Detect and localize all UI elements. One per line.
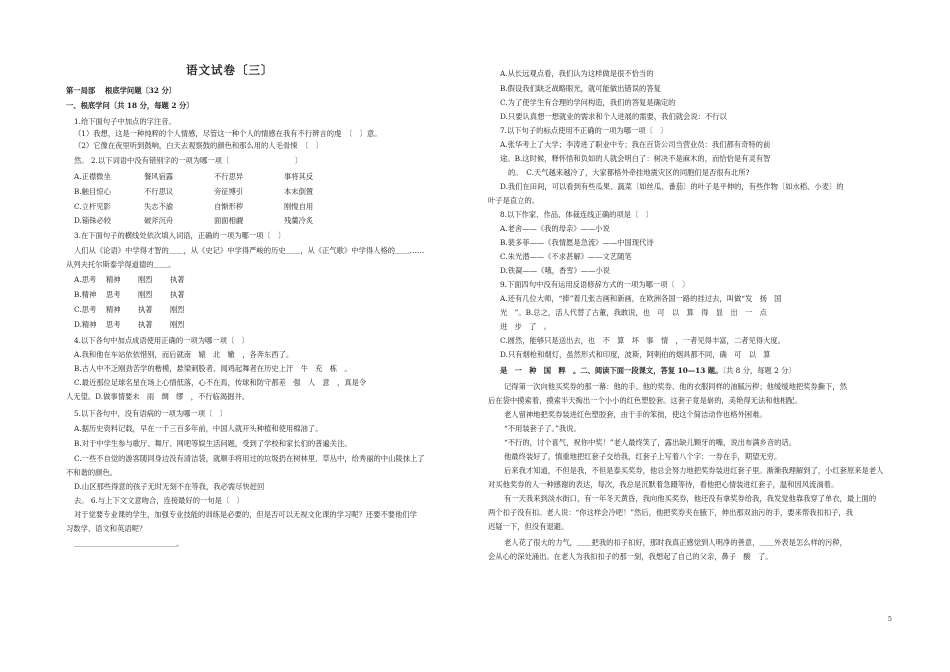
option-row: A.思考 精神 刚烈 执著 xyxy=(74,275,185,284)
section2-heading: 是 一 种 国 粹 。二、阅读下面一段课文，答复 10—13 题。〔共 8 分，每题 2 分〕 xyxy=(500,366,796,375)
question-text: A.还有几位大师，“捧”着几张古画和新画，在欧洲各国一路的挂过去，叫做“发 扬 国 xyxy=(500,294,782,303)
question-text: D.我们在田间，可以看到有些瓜果、蔬菜〔如丝瓜、番茄〕的叶子是平伸的，有些作物〔如水稻、小麦〕的 xyxy=(500,182,844,191)
question-text: （2）它像在夜里听到鼓响，白天去观察鼓的颜色和那么用的人毛骨悚 〔 〕 xyxy=(74,141,324,150)
passage-line: 老人留神地把奖券装进红色塑胶套，由于手的笨拙，使这个简洁动作也格外困难。 xyxy=(504,410,767,419)
question-text: 光 ”。B.总之，活人代替了古董，我敢说，也 可 以 算 得 显 出 一 点 xyxy=(500,308,767,317)
question-text: 人无望。D.做事情要未 雨 绸 缪 ，不行临渴掘井。 xyxy=(66,392,250,401)
question-text: 3.在下面句子的横线处依次填入词语，正确的一项为哪一项〔 〕 xyxy=(74,231,286,240)
passage-line: 记得第一次向他买奖券的那一幕：他的手、他的奖券、他的衣服同样的油腻污秽；他缓缓地把奖券撕下，然 xyxy=(504,382,847,391)
question-text: C.一些不自觉的游客随同身边没有清洁袋，就顺手将用过的垃圾扔在树林里、草丛中，给秀丽的中山陵抹上了 xyxy=(74,454,425,463)
question-text: 习数学、语文和英语呢？ xyxy=(66,524,147,533)
passage-line: “不行的，讨个喜气，祝你中奖！”老人最终笑了，露出缺儿颗牙的嘴，说出布满乡音的话。 xyxy=(504,438,797,447)
question-text: 4.以下各句中加点成语使用正确的一项为哪一项〔 〕 xyxy=(74,336,249,345)
page-title: 语文试卷〔三〕 xyxy=(186,63,274,77)
question-text: A.从长远观点看，我们认为这样做是很不恰当的 xyxy=(500,69,654,78)
option-row: D.锱铢必较 破斧沉舟 面面相觑 残羹冷炙 xyxy=(74,216,314,225)
passage-line: 老人花了很大的力气，＿＿把我的扣子扣好，那时我真正感觉到人明净的善意，＿＿外表是怎么样的污秽， xyxy=(504,538,847,547)
option-row: B.触目惊心 不行思议 旁征博引 本末倒置 xyxy=(74,187,314,196)
question-text: A.我和他在车站依依惜别，而后就南 辕 北 辙 ，各奔东西了。 xyxy=(74,350,294,359)
question-text: B.裴多菲——《我情愿是急流》——中国现代诗 xyxy=(500,238,654,247)
question-text: 从列夫托尔斯泰学得道德的＿＿。 xyxy=(66,260,176,269)
answer-blank: ＿＿＿＿＿＿＿＿＿＿＿＿＿＿。 xyxy=(74,539,184,548)
question-text: D.只有烟枪和烟灯，虽然形式和印度，波斯，阿剌伯的烟具都不同，确 可 以 算 xyxy=(500,350,771,359)
option-row: D.精神 思考 执著 刚烈 xyxy=(74,320,185,329)
question-text: B.假设我们缺乏战略眼光，就可能做出错误的答复 xyxy=(500,84,661,93)
question-text: 8.以下作家、作品、体裁连线正确的项是〔 〕 xyxy=(500,210,653,219)
question-text: A.张华考上了大学；李涛进了职业中专；我在百货公司当营业员：我们都有奇特的前 xyxy=(500,140,771,149)
passage-line: 后在袋中摸索着，摸索半天掏出一个小小的红色塑胶套。这套子竟是崭的，美艳得无法和他相配。 xyxy=(488,396,802,405)
passage-line: 对买他奖券的人一种感谢的表达，每次，我总是沉默着急蹑等待，看他把心情装进红套子，温和因风流淌着。 xyxy=(488,480,839,489)
question-text: D.只要认真想一想就业的需求和个人进展的需要，我们就会说：不行以 xyxy=(500,112,727,121)
passage-line: 他最终装好了，慎重地把红套子交给我，红套子上写着八个字：一券在手，期望无穷。 xyxy=(504,452,782,461)
question-text: D.山区那些得意的孩子无时无刻不在等我，我必需尽快赶回 xyxy=(74,482,265,491)
passage-line: 会从心的深处涌出。在老人为我扣扣子的那一刻，我想起了自己的父亲，鼻子 酸 了。 xyxy=(488,552,773,561)
question-text: C.圆然，能够只是送出去，也 不 算 坏 事 情 ，一者见得丰富，二者见得大度。 xyxy=(500,336,785,345)
question-text: 9.下面四句中没有运用反语修辞方式的一项为哪一项〔 〕 xyxy=(500,280,690,289)
passage-line: 后来我才知道，不但是我，不但是泰买奖券，他总会努力地把奖券装进红套子里。渐渐我理解到了，小红套原来是老人 xyxy=(504,466,884,475)
question-text: 1.给下面句子中加点的字注音。 xyxy=(74,117,176,126)
option-row: C.思考 精神 执著 刚烈 xyxy=(74,305,185,314)
passage-line: 两个扣子没有扣。老人说：“你这样会冷吧！”然后，他把奖券夹在腋下，伸出那双油污的手，要来帮我扣扣子，我 xyxy=(488,508,854,517)
option-row: C.立杆见影 失志不渝 自惭形秽 刚愎自用 xyxy=(74,202,314,211)
passage-line: 有一天我来到淡水街口，有一年冬天黄昏，我向他买奖券，他还没有拿奖券给我，我发觉他靠我穿了单衣，最上面的 xyxy=(504,494,877,503)
question-text: 去。 6.与上下文文意吻合，连接最好的一句是〔 〕 xyxy=(74,496,244,505)
section1-heading: 第一局部 根底学问题〔32 分〕 xyxy=(66,86,177,95)
question-text: （1）我想，这是一种纯粹的个人情感，尽管这一种个人的情感在我有不行辨言的虔 〔 〕意。 xyxy=(74,129,382,138)
question-text: B.古人中不乏刚劲苦学的楷模，悬梁刺股者、闻鸡起舞者在历史上汗 牛 充 栋 。 xyxy=(74,364,352,373)
passage-line: 迟疑一下，但没有退避。 xyxy=(488,522,569,531)
question-text: 叶子是直立的。 xyxy=(488,196,540,205)
question-text: A.据历史资料记载，早在一千三百多年前，中国人就开头种植和使用棉油了。 xyxy=(74,424,323,433)
part1-heading: 一、根底学问〔共 18 分，每题 2 分〕 xyxy=(66,101,194,110)
option-row: A.正襟微坐 餐风宿露 不行思异 事将其反 xyxy=(74,172,314,181)
question-text: 7.以下句子的标点使用不正确的一项为哪一项〔 〕 xyxy=(500,126,668,135)
page-number: 5 xyxy=(887,615,892,623)
question-text: C.朱光潜——《不求甚解》——文艺随笔 xyxy=(500,252,632,261)
question-text: D.铁凝——《哦，香雪》——小说 xyxy=(500,266,611,275)
question-text: 途。B.这时候，释怀悟和负如的人就会明白了：树决不是麻木的，而恰恰是有灵有智 xyxy=(500,154,771,163)
option-row: B.精神 思考 刚烈 执著 xyxy=(74,290,185,299)
question-text: 对于觉要专业课的学生，加强专业技能的训练是必要的，但是否可以无视文化课的学习呢？还要不要他们学 xyxy=(74,510,417,519)
question-text: B.对于中学生参与歌厅、舞厅、网吧等娱生活问题，受到了学校和家长们的普遍关注。 xyxy=(74,439,352,448)
question-text: 人们从《论语》中学得才智的＿＿，从《史记》中学得严峻的历史＿＿，从《正气歌》中学得人格的＿＿…… xyxy=(74,246,425,255)
question-text: 然。 2.以下词语中没有错别字的一项为哪一项〔 〕 xyxy=(74,156,303,165)
passage-line: “不用装套子了。”我说。 xyxy=(504,424,581,433)
question-text: C.为了使学生有合理的学问构造，我们的答复是确定的 xyxy=(500,98,676,107)
question-text: 不和谐的颜色。 xyxy=(66,468,118,477)
question-text: A.老舍——《我的母亲》——小说 xyxy=(500,224,610,233)
question-text: C.最近那位足球名星在场上心情低落，心不在焉，传球和防守都差 强 人 意 ，真是令 xyxy=(74,378,367,387)
question-text: 5.以下各句中，没有语病的一项为哪一项〔 〕 xyxy=(74,409,227,418)
question-text: 的。 C.天气越来越冷了，大家都格外牵挂地震灾区的同胞们是否很有北所? xyxy=(508,168,750,177)
question-text: 进 步 了 。 xyxy=(500,322,552,331)
